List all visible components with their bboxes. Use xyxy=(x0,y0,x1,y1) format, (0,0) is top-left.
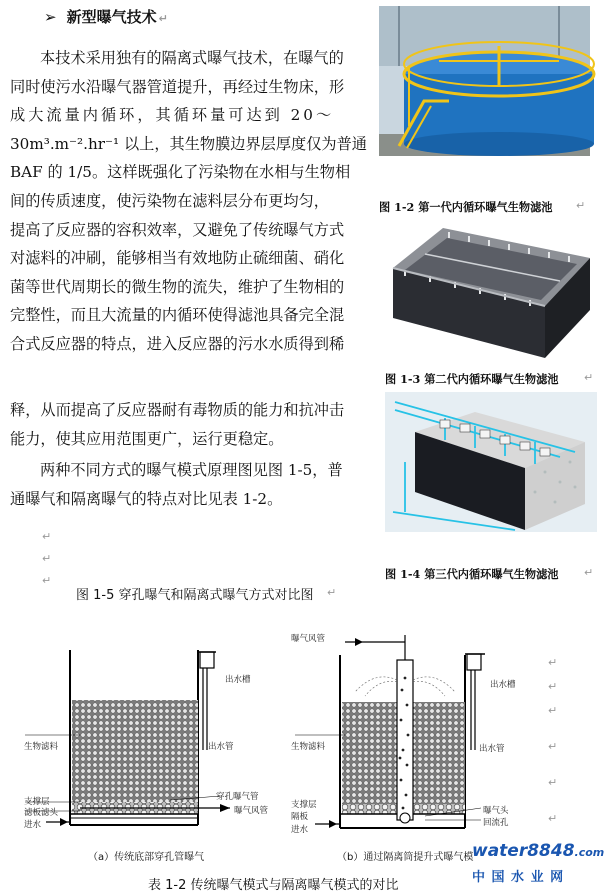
label-b-bio-media: 生物滤料 xyxy=(291,742,326,752)
label-outlet-trough: 出水槽 xyxy=(225,675,251,685)
label-outlet-pipe: 出水管 xyxy=(208,742,234,752)
fig14-caption: 图 1-4 第三代内循环曝气生物滤池 xyxy=(385,567,559,581)
fig12-photo xyxy=(379,6,590,156)
label-b-outlet-pipe: 出水管 xyxy=(479,744,505,754)
p1-line: 本技术采用独有的隔离式曝气技术，在曝气的 xyxy=(40,49,344,67)
label-b-outlet-trough: 出水槽 xyxy=(490,680,516,690)
label-b-air-pipe: 曝气风管 xyxy=(291,634,326,644)
arrow-bullet-icon: ➢ xyxy=(44,8,57,26)
paragraph-1 xyxy=(10,44,372,359)
label-b-return-hole: 回流孔 xyxy=(483,818,509,828)
label-perforated-pipe: 穿孔曝气管 xyxy=(216,792,259,802)
table12-caption: 表 1-2 传统曝气模式与隔离曝气模式的对比 xyxy=(148,878,399,893)
p1-line: 完整性，而且大流量的内循环使得滤池具备完全混 xyxy=(10,306,345,325)
label-bio-media: 生物滤料 xyxy=(24,742,59,752)
fig14-render xyxy=(385,392,597,532)
label-inlet: 进水 xyxy=(24,820,42,830)
caption-b: （b）通过隔离筒提升式曝气模 xyxy=(337,852,474,863)
label-support: 支撑层 xyxy=(24,797,50,807)
watermark-domain: .com xyxy=(574,846,604,859)
paragraph-1-cont xyxy=(10,396,390,453)
watermark-brand: water8848 xyxy=(472,841,575,861)
p2-line: 通曝气和隔离曝气的特点对比见表 1-2。 xyxy=(10,489,283,508)
fig12-caption: 图 1-2 第一代内循环曝气生物滤池 xyxy=(379,200,553,214)
p1-line: 成大流量内循环，其循环量可达到 20～ xyxy=(10,106,335,125)
section-heading: ➢ 新型曝气技术 ↵ xyxy=(44,8,168,26)
p1-line: 释，从而提高了反应器耐有毒物质的能力和抗冲击 xyxy=(10,401,345,419)
p2-line: 两种不同方式的曝气模式原理图见图 1-5，普 xyxy=(40,461,343,479)
watermark-site: 中 国 水 业 网 xyxy=(472,870,565,885)
p1-line: 30m³.m⁻².hr⁻¹ 以上，其生物膜边界层厚度仅为普通 xyxy=(10,134,367,153)
p1-line: 对滤料的冲刷，能够相当有效地防止硫细菌、硝化 xyxy=(10,249,345,268)
p1-line: 间的传质速度，使污染物在滤料层分布更均匀， xyxy=(10,191,329,210)
p1-line: 能力，使其应用范围更广，运行更稳定。 xyxy=(10,429,284,448)
fig13-caption: 图 1-3 第二代内循环曝气生物滤池 xyxy=(385,372,559,386)
p1-line: 提高了反应器的容积效率，又避免了传统曝气方式 xyxy=(10,220,345,239)
p1-line: 菌等世代周期长的微生物的流失，维护了生物相的 xyxy=(10,277,345,296)
paragraph-2 xyxy=(10,456,372,513)
caption-a: （a）传统底部穿孔管曝气 xyxy=(88,852,205,863)
site-watermark xyxy=(472,841,604,888)
label-b-support: 支撑层 xyxy=(291,800,317,810)
p1-line: BAF 的 1/5。这样既强化了污染物在水相与生物相 xyxy=(10,163,351,182)
p1-line: 合式反应器的特点，进入反应器的污水水质得到稀 xyxy=(10,334,345,353)
label-air-pipe: 曝气风管 xyxy=(234,806,269,816)
label-b-aerator-head: 曝气头 xyxy=(483,806,509,816)
diagram-a xyxy=(20,630,280,863)
label-filter-plate: 滤板滤头 xyxy=(24,808,59,818)
fig15-title: 图 1-5 穿孔曝气和隔离式曝气方式对比图 xyxy=(76,588,314,603)
label-b-inlet: 进水 xyxy=(291,825,309,835)
fig13-render xyxy=(385,218,597,364)
p1-line: 同时使污水沿曝气器管道提升，再经过生物床，形 xyxy=(10,77,345,96)
heading-text: 新型曝气技术 xyxy=(66,8,157,26)
label-b-partition: 隔板 xyxy=(291,812,309,822)
